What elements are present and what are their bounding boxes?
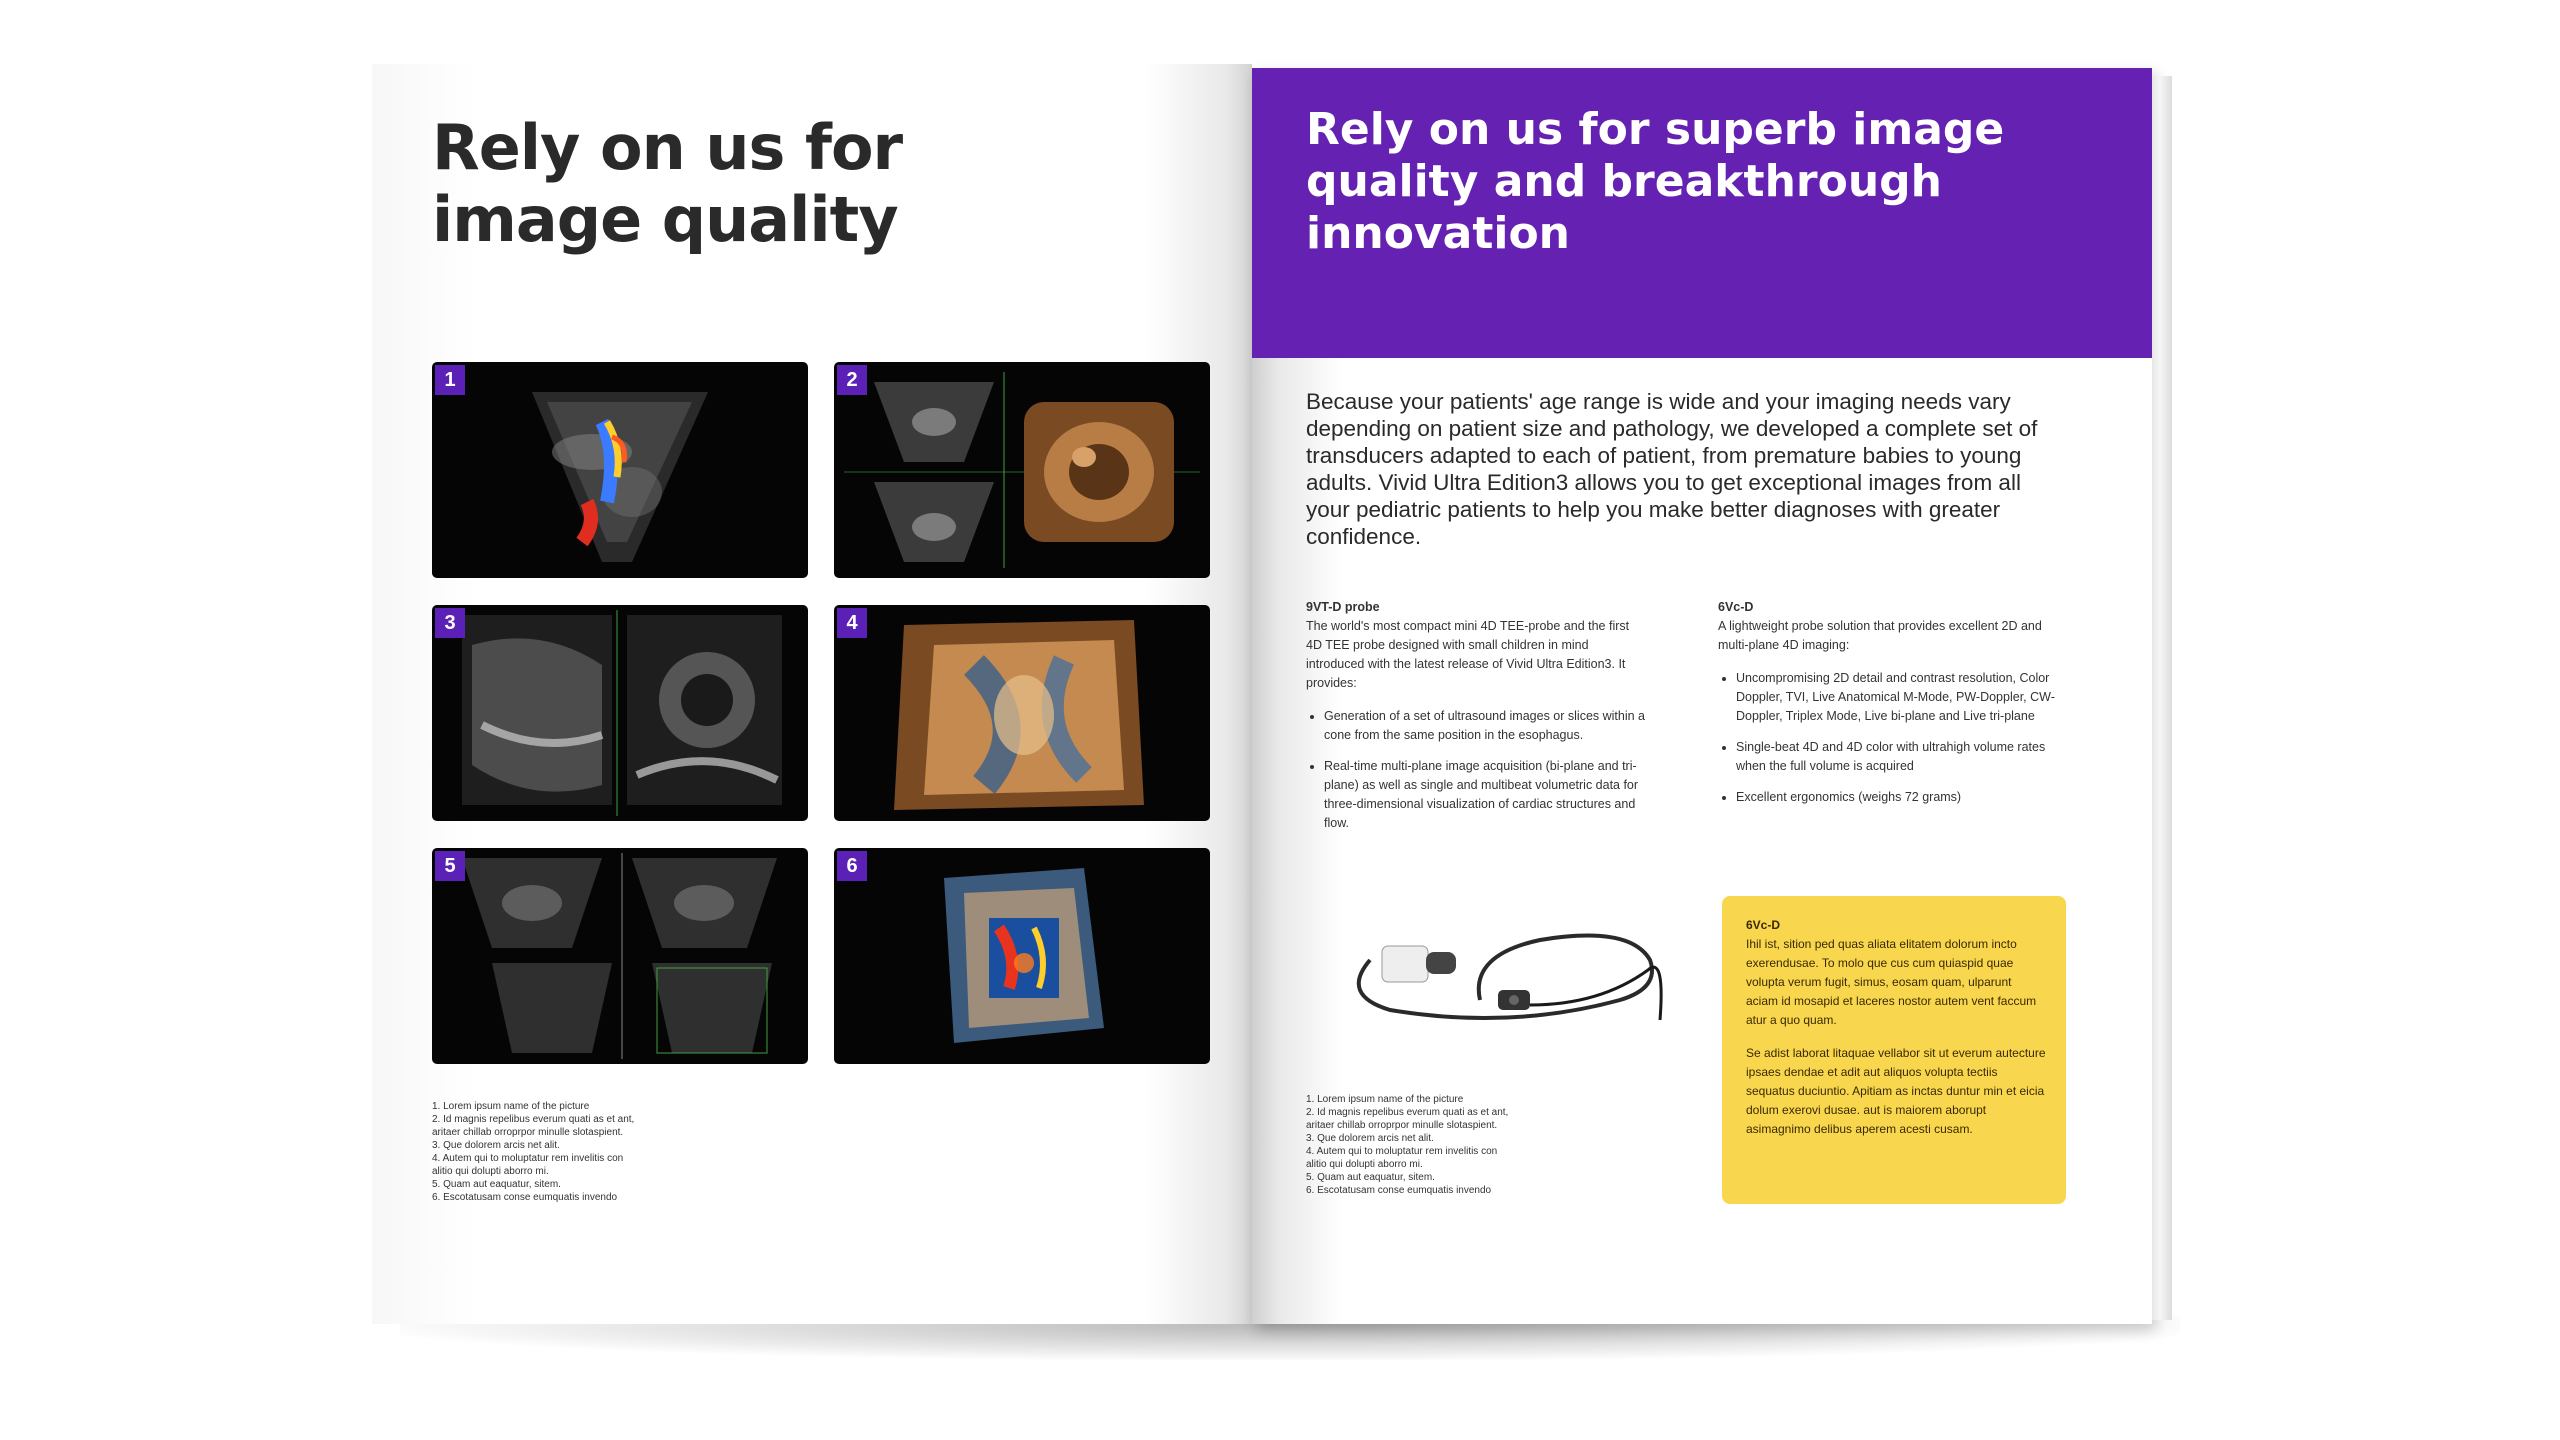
ultrasound-image-5 (432, 848, 808, 1064)
probe-column-9vt-d (1306, 598, 1646, 845)
ultrasound-image-2 (834, 362, 1210, 578)
caption-line: 2. Id magnis repelibus everum quati as et ant, (432, 1114, 635, 1125)
feature-list (1306, 707, 1646, 833)
caption-line: 4. Autem qui to moluptatur rem invelitis con (432, 1153, 624, 1164)
ultrasound-image-6-graphic (834, 848, 1210, 1064)
page-edge (2152, 76, 2172, 1320)
right-page-title: Rely on us for superb image quality and breakthrough innovation (1306, 104, 2005, 259)
feature-item: • Uncompromising 2D detail and contrast resolution, Color Doppler, TVI, Live Anatomical M-Mode, PW-Doppler, CW-Doppler, Triplex Mode, Live bi-plane and Live tri-plane (1736, 669, 2058, 726)
probe-cable-graphic (1330, 900, 1690, 1050)
caption-line: 4. Autem qui to moluptatur rem invelitis con (1306, 1146, 1498, 1157)
ultrasound-image-3-graphic (432, 605, 808, 821)
callout-box (1722, 896, 2066, 1204)
ultrasound-image-3 (432, 605, 808, 821)
caption-line: 3. Que dolorem arcis net alit. (1306, 1133, 1434, 1144)
callout-paragraph: Ihil ist, sition ped quas aliata elitatem dolorum incto exerendusae. To molo que cus cum quiaspid quae volupta verum fugit, simus, eosam quam, ulparunt aciam id mosapid et laceres nostor autem vent faccum atur a quo quam. (1746, 937, 2037, 1027)
feature-item: • Generation of a set of ultrasound images or slices within a cone from the same position in the esophagus. (1324, 707, 1646, 745)
caption-line: aritaer chillab orroprpor minulle slotaspient. (1306, 1120, 1498, 1131)
ultrasound-image-4 (834, 605, 1210, 821)
probe-column-6vc-d (1718, 598, 2058, 819)
caption-line: 5. Quam aut eaquatur, sitem. (432, 1179, 561, 1190)
ultrasound-image-4-graphic (834, 605, 1210, 821)
image-number-badge: 6 (837, 851, 867, 881)
image-number-badge: 3 (435, 608, 465, 638)
caption-line: alitio qui dolupti aborro mi. (1306, 1159, 1423, 1170)
column-heading: 9VT-D probe (1306, 600, 1380, 614)
column-body: The world's most compact mini 4D TEE-probe and the first 4D TEE probe designed with small children in mind introduced with the latest release of Vivid Ultra Edition3. It provides: (1306, 619, 1630, 690)
feature-item: • Real-time multi-plane image acquisition (bi-plane and tri-plane) as well as single and multibeat volumetric data for three-dimensional visualization of cardiac structures and flow. (1324, 757, 1646, 833)
callout-paragraph: Se adist laborat litaquae vellabor sit ut everum autecture ipsaes dendae et adit aut aliquos volupta tectiis sequatus duciuntio. Apitiam as inctas duntur min et eicia dolum exerovi dusae. aut is maiorem aborupt asimagnimo delibus aperem acesti cusam. (1746, 1046, 2046, 1136)
column-heading: 6Vc-D (1718, 600, 1754, 614)
feature-item: • Excellent ergonomics (weighs 72 grams) (1736, 788, 2058, 807)
image-number-badge: 4 (837, 608, 867, 638)
ultrasound-image-2-graphic (834, 362, 1210, 578)
caption-line: 6. Escotatusam conse eumquatis invendo (432, 1192, 618, 1203)
callout-heading: 6Vc-D (1746, 918, 1781, 932)
column-body: A lightweight probe solution that provides excellent 2D and multi-plane 4D imaging: (1718, 619, 2042, 652)
ultrasound-image-1-graphic (432, 362, 808, 578)
image-number-badge: 1 (435, 365, 465, 395)
ultrasound-image-6 (834, 848, 1210, 1064)
ultrasound-image-5-graphic (432, 848, 808, 1064)
caption-line: 5. Quam aut eaquatur, sitem. (1306, 1172, 1435, 1183)
intro-paragraph: Because your patients' age range is wide and your imaging needs vary depending on patient size and pathology, we developed a complete set of transducers adapted to each of patient, from premature babies to young adults. Vivid Ultra Edition3 allows you to get exceptional images from all your pediatric patients to help you make better diagnoses with greater confidence. (1306, 389, 2038, 549)
left-page-title: Rely on us for image quality (432, 111, 903, 256)
right-image-captions (1306, 1093, 1508, 1197)
caption-line: 6. Escotatusam conse eumquatis invendo (1306, 1185, 1492, 1196)
caption-line: 1. Lorem ipsum name of the picture (1306, 1094, 1464, 1105)
feature-item: • Single-beat 4D and 4D color with ultrahigh volume rates when the full volume is acquired (1736, 738, 2058, 776)
image-number-badge: 5 (435, 851, 465, 881)
probe-photo (1330, 900, 1690, 1050)
ultrasound-image-1 (432, 362, 808, 578)
caption-line: 2. Id magnis repelibus everum quati as et ant, (1306, 1107, 1509, 1118)
feature-list (1718, 669, 2058, 807)
left-image-captions (432, 1100, 634, 1204)
caption-line: 3. Que dolorem arcis net alit. (432, 1140, 560, 1151)
caption-line: alitio qui dolupti aborro mi. (432, 1166, 549, 1177)
image-number-badge: 2 (837, 365, 867, 395)
caption-line: 1. Lorem ipsum name of the picture (432, 1101, 590, 1112)
caption-line: aritaer chillab orroprpor minulle slotaspient. (432, 1127, 624, 1138)
